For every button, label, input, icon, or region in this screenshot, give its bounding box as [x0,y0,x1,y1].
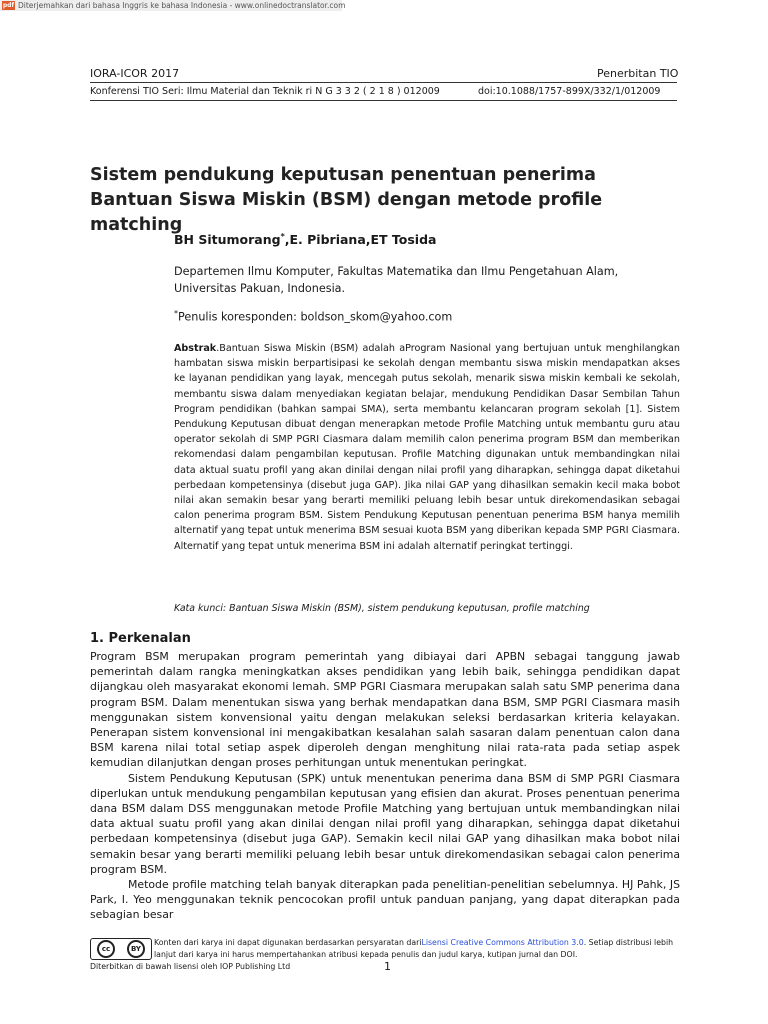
page-number: 1 [384,960,391,973]
header-rule [90,82,677,83]
corresponding-mark: * [280,232,285,241]
by-icon: BY [127,940,145,958]
translation-banner[interactable] [0,0,346,11]
cc-by-license-icon[interactable] [90,938,152,960]
corresponding-mark: * [174,309,178,318]
section-heading: 1. Perkenalan [90,631,191,646]
abstract-label: Abstrak [174,343,217,354]
abstract [174,341,680,554]
corresponding-email: Penulis koresponden: boldson_skom@yahoo.com [178,310,453,324]
author-2: ,E. Pibriana [284,232,366,248]
license-pre: Konten dari karya ini dapat digunakan berdasarkan persyaratan dari [154,938,422,947]
abstract-text: .Bantuan Siswa Miskin (BSM) adalah aProgram Nasional yang bertujuan untuk menghilangkan hambatan siswa miskin berpartisipasi ke sekolah dengan membantu siswa miskin mendapatkan akses ke layanan pendidikan yang layak, mencegah putus sekolah, menarik siswa miskin kembali ke sekolah, membantu siswa dalam menyediakan kegiatan belajar, mendukung Pendidikan Dasar Sembilan Tahun Program pendidikan (bahkan sampai SMA), serta membantu kelancaran program sekolah [1]. Sistem Pendukung Keputusan dibuat dengan menerapkan metode Profile Matching untuk membantu guru atau operator sekolah di SMP PGRI Ciasmara dalam memilih calon penerima program BSM dan memberikan rekomendasi dalam pengambilan keputusan. Profile Matching digunakan untuk membandingkan nilai data aktual suatu profil yang akan dinilai dengan nilai profil yang diharapkan, sehingga dapat diketahui perbedaan kompetensinya (disebut juga GAP). Jika nilai GAP yang dihasilkan semakin kecil maka bobot nilai akan semakin besar yang berarti memiliki peluang lebih besar untuk direkomendasikan sebagai calon penerima program BSM. Sistem Pendukung Keputusan penentuan penerima BSM hanya memilih alternatif yang tepat untuk menerima BSM sesuai kuota BSM yang diberikan kepada SMP PGRI Ciasmara. Alternatif yang tepat untuk menerima BSM ini adalah alternatif peringkat tertinggi. [174,343,680,552]
paragraph-3: Metode profile matching telah banyak diterapkan pada penelitian-penelitian sebelumnya. HJ Pahk, JS Park, I. Yeo menggunakan teknik pencocokan profil untuk panduan panjang, yang dapat diterapkan pada sebagian besar [90,878,680,922]
conference-name: IORA-ICOR 2017 [90,67,180,80]
series-info: Konferensi TIO Seri: Ilmu Material dan Teknik ri N G 3 3 2 ( 2 1 8 ) 012009 [90,86,440,97]
doi[interactable]: doi:10.1088/1757-899X/332/1/012009 [478,86,661,97]
pdf-logo-icon: pdf [2,2,15,9]
license-notice [154,937,680,961]
author-list [174,232,436,247]
cc-icon: cc [97,940,115,958]
paragraph-1: Program BSM merupakan program pemerintah yang dibiayai dari APBN sebagai tanggung jawab pemerintah dalam rangka meningkatkan akses pendidikan yang lebih baik, sehingga pendidikan dapat dijangkau oleh masyarakat ekonomi lemah. SMP PGRI Ciasmara merupakan salah satu SMP penerima dana program BSM. Dalam menentukan siswa yang berhak mendapatkan dana BSM, SMP PGRI Ciasmara masih menggunakan sistem konvensional yaitu dengan melakukan seleksi berdasarkan kriteria kelayakan. Penerapan sistem konvensional ini mengakibatkan kesalahan salah sasaran dalam penentuan calon dana BSM karena nilai total setiap aspek diperoleh dengan menghitung nilai rata-rata pada setiap aspek kemudian dilanjutkan dengan proses perhitungan untuk menentukan peringkat. [90,650,680,770]
paper-title: Sistem pendukung keputusan penentuan penerima Bantuan Siswa Miskin (BSM) dengan metode profile matching [90,165,603,235]
header-rule-2 [90,100,677,101]
license-post: . Setiap distribusi lebih lanjut dari karya ini harus mempertahankan atribusi kepada penulis dan judul karya, kutipan jurnal dan DOI. [154,938,674,959]
publisher-name: Penerbitan TIO [597,67,679,80]
corresponding-author [174,309,452,324]
keywords: Kata kunci: Bantuan Siswa Miskin (BSM), sistem pendukung keputusan, profile matching [174,603,590,614]
paragraph-2: Sistem Pendukung Keputusan (SPK) untuk menentukan penerima dana BSM di SMP PGRI Ciasmara diperlukan untuk mendukung pengambilan keputusan yang efisien dan akurat. Proses penentuan penerima dana BSM dalam DSS menggunakan metode Profile Matching yang bertujuan untuk membandingkan nilai data aktual suatu profil yang akan dinilai dengan nilai profil yang diharapkan, sehingga dapat diketahui perbedaan kompetensinya (disebut juga GAP). Semakin kecil nilai GAP yang dihasilkan maka bobot nilai semakin besar yang berarti memiliki peluang lebih besar untuk direkomendasikan sebagai calon penerima program BSM. [90,771,680,876]
author-3: ,ET Tosida [365,232,437,248]
publisher-notice: Diterbitkan di bawah lisensi oleh IOP Publishing Ltd [90,962,291,971]
affiliation: Departemen Ilmu Komputer, Fakultas Matematika dan Ilmu Pengetahuan Alam, Universitas Pakuan, Indonesia. [174,265,619,295]
license-link[interactable]: Lisensi Creative Commons Attribution 3.0 [421,938,584,947]
section-body [90,649,680,923]
banner-text: Diterjemahkan dari bahasa Inggris ke bahasa Indonesia - www.onlinedoctranslator.com [18,1,346,10]
author-1: BH Situmorang [174,232,281,248]
